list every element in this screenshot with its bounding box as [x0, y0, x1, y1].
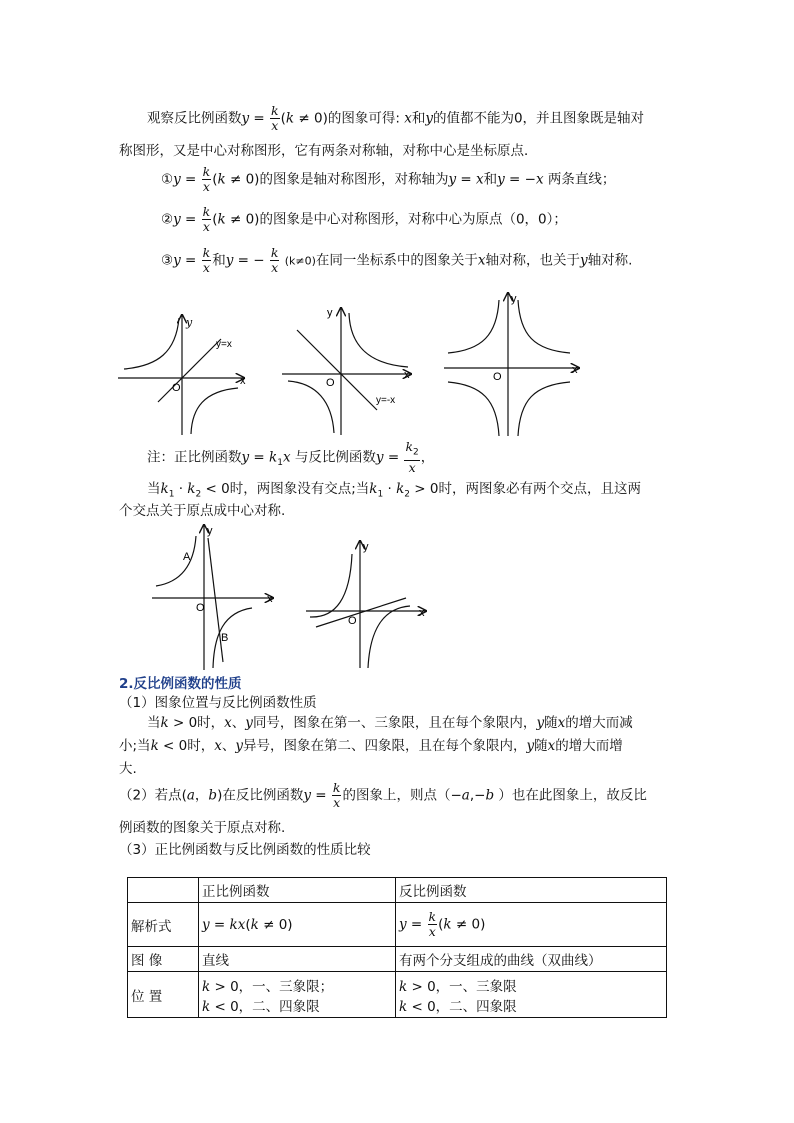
intro-line-1: 观察反比例函数y = $\frac{k}{x}$ (k ≠ 0)的图象可得: x和y的值都不能为0，并且图象既是轴对 [147, 103, 645, 133]
circle-1: ① [161, 171, 174, 188]
axis-x-label: x [240, 375, 246, 387]
text-opposite-sign: 异号，图象在第二、四象限，且在每个象限内， [243, 738, 527, 754]
graph-intersection-points [152, 522, 278, 672]
table-row-label: 图 像 [128, 947, 199, 972]
intro-line-2: 称图形，又是中心对称图形，它有两条对称轴，对称中心是坐标原点． [119, 143, 538, 159]
section-2-1-title: （1）图象位置与反比例函数性质 [119, 695, 317, 711]
graph-y-eq-neg-x-symmetry [282, 305, 417, 437]
section-2-2-line-1: （2）若点(a，b)在反比例函数y = $\frac{k}{x}$ 的图象上，则点（−a,−b ）也在此图象上，故反比 [119, 780, 647, 810]
text-then-point: 的图象上，则点（ [342, 787, 451, 804]
text-shi: 时， [197, 715, 225, 731]
line-label: y=-x [376, 395, 396, 406]
origin-label: O [172, 382, 181, 394]
axis-y-label: y [363, 541, 369, 553]
table-cell-inverse-graph: 有两个分支组成的曲线（双曲线） [396, 947, 667, 972]
graph-y-eq-x-symmetry [118, 312, 250, 437]
text-shi: 时， [187, 738, 215, 754]
section-2-3-title: （3）正比例函数与反比例函数的性质比较 [119, 842, 371, 858]
axis-y-label: y [207, 525, 213, 537]
circle-2: ② [161, 211, 174, 228]
text-if-point: （2）若点( [119, 787, 187, 804]
intro-mid: 的图象可得: [327, 110, 400, 127]
text-sui: 随 [534, 738, 548, 754]
axis-x-label: x [404, 369, 410, 381]
note-when: 当 [147, 481, 161, 497]
graph-intersecting-line [306, 538, 430, 670]
table-row-label: 位 置 [128, 972, 199, 1018]
intro-tail: 的值都不能为0，并且图象既是轴对 [432, 110, 645, 127]
property-1-tail: 两条直线； [547, 171, 616, 188]
fraction-k-over-x: $\frac{k}{x}$ [271, 103, 279, 133]
section-2-1-line-2: 小;当k < 0时，x、y异号，图象在第二、四象限，且在每个象限内，y随x的增大而增 [119, 738, 623, 754]
point-a-label: A [183, 551, 191, 563]
text-same-sign: 同号，图象在第一、三象限，且在每个象限内， [252, 715, 537, 731]
note-line-2: 当$k_1 \cdot k_2 < 0$时，两图象没有交点;当$k_1 \cdot k_2 > 0$时，两图象必有两个交点，且这两 [147, 481, 641, 500]
table-cell-direct-position: k > 0，一、三象限； k < 0，二、四象限 [199, 972, 396, 1018]
origin-label: O [348, 615, 357, 627]
text-increase: 的增大而增 [555, 738, 623, 754]
section-2-1-line-3: 大. [119, 761, 137, 777]
section-2-heading: 2.反比例函数的性质 [119, 676, 242, 692]
property-3-tail: 轴对称，也关于 [485, 252, 581, 269]
point-b-label: B [221, 632, 229, 644]
origin-label: O [326, 377, 335, 389]
note-two-intersections: 时，两图象必有两个交点，且这两 [438, 481, 641, 497]
note-no-intersection: 时，两图象没有交点;当 [229, 481, 370, 497]
note-comma: ， [420, 449, 435, 466]
axis-x-label: x [267, 593, 273, 605]
graph-both-hyperbolas [444, 290, 584, 438]
note-lead: 注：正比例函数 [147, 449, 242, 466]
property-1: ①y = $\frac{k}{x}$ (k ≠ 0)的图象是轴对称图形，对称轴为y = x和y = −x 两条直线； [161, 164, 616, 194]
property-2: ②y = $\frac{k}{x}$ (k ≠ 0)的图象是中心对称图形，对称中心为原点（0，0）； [161, 204, 567, 234]
axis-x-label: x [572, 364, 578, 376]
note-line-1: 注：正比例函数$y = k_1x$ 与反比例函数y = $\frac{k_2}{x}$ ， [147, 439, 435, 475]
table-row-label: 解析式 [128, 903, 199, 947]
direct-position-positive: ，一、三象限； [238, 978, 334, 995]
table-cell-inverse-position: k > 0，一、三象限 k < 0，二、四象限 [396, 972, 667, 1018]
comparison-table [127, 877, 667, 1018]
property-1-text: 的图象是轴对称图形，对称轴为 [259, 171, 449, 188]
table-corner-cell [128, 878, 199, 903]
table-header-direct: 正比例函数 [199, 878, 396, 903]
text-small-when: 小;当 [119, 738, 151, 754]
note-mid: 与反比例函数 [294, 449, 376, 466]
property-2-text: 的图象是中心对称图形，对称中心为原点（0，0）； [259, 211, 567, 228]
table-cell-direct-formula: y = kx(k ≠ 0) [199, 903, 396, 947]
table-cell-inverse-formula: y = $\frac{k}{x}$ (k ≠ 0) [396, 903, 667, 947]
circle-3: ③ [161, 252, 174, 269]
line-label: y=x [216, 339, 232, 350]
table-header-inverse: 反比例函数 [396, 878, 667, 903]
axis-y-label: y [511, 293, 517, 305]
origin-label: O [493, 371, 502, 383]
direct-position-negative: ，二、四象限 [238, 998, 320, 1015]
property-3-text: 在同一坐标系中的图象关于 [315, 252, 478, 269]
axis-y-label: y [186, 316, 193, 329]
intro-lead: 观察反比例函数 [147, 110, 242, 127]
property-3: ③y = $\frac{k}{x}$ 和y = − $\frac{k}{x}$ (k≠0)在同一坐标系中的图象关于x轴对称，也关于y轴对称. [161, 245, 633, 275]
inverse-position-negative: ，二、四象限 [435, 998, 517, 1015]
property-3-end: 轴对称. [587, 252, 633, 269]
section-2-1-line-1: 当k > 0时，x、y同号，图象在第一、三象限，且在每个象限内，y随x的增大而减 [147, 715, 633, 731]
text-when: 当 [147, 715, 161, 731]
text-sui: 随 [544, 715, 558, 731]
axis-x-label: x [419, 607, 425, 619]
inverse-position-positive: ，一、三象限 [435, 978, 517, 995]
note-line-3: 个交点关于原点成中心对称. [119, 503, 286, 519]
origin-label: O [196, 602, 205, 614]
axis-y-label: y [327, 307, 333, 319]
section-2-2-line-2: 例函数的图象关于原点对称. [119, 820, 286, 836]
table-cell-direct-graph: 直线 [199, 947, 396, 972]
text-decrease: 的增大而减 [565, 715, 633, 731]
text-also-on-graph: ）也在此图象上，故反比 [498, 787, 647, 804]
text-on-function: )在反比例函数 [217, 787, 304, 804]
